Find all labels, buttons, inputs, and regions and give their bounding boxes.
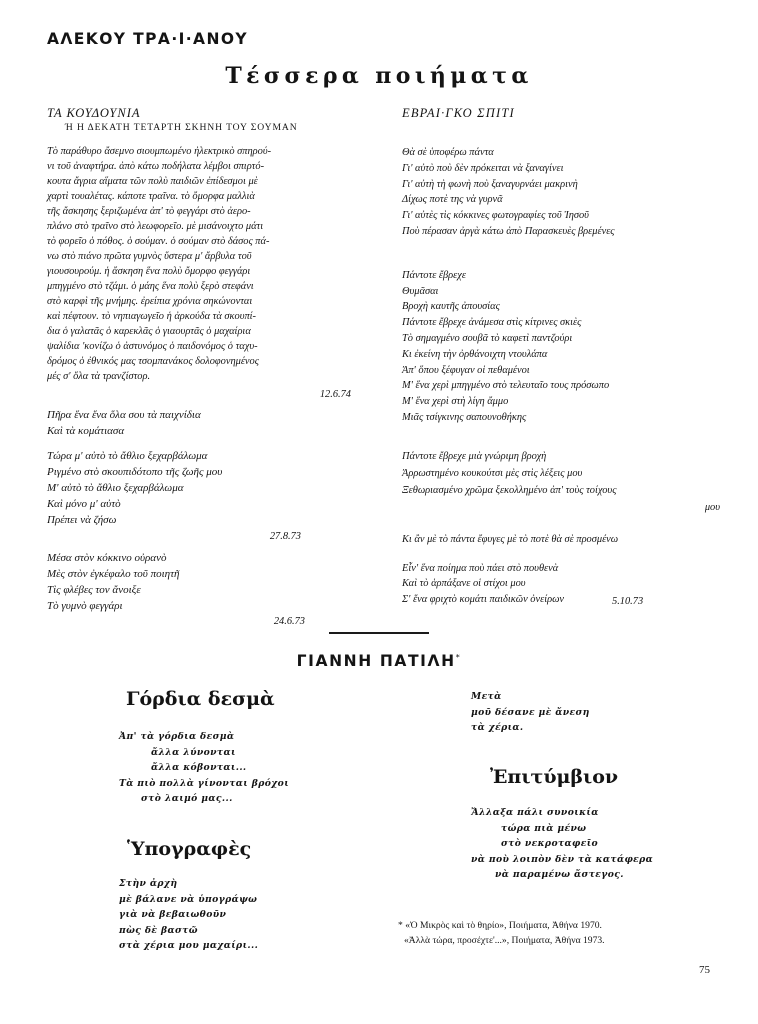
verse-line: Ἀπ' ὅπου ξέφυγαν οἱ πεθαμένοι <box>402 364 530 376</box>
verse-line: στὰ χέρια μου μαχαίρι... <box>119 940 259 951</box>
stanza <box>402 145 732 240</box>
footnote-line: «Ἀλλὰ τώρα, προσέχτε'...», Ποιήματα, Ἀθήνα 1973. <box>404 935 605 946</box>
stanza <box>47 407 387 439</box>
prose-line: δρόμος ὁ ἐθνικός μας τσομπανάκος δολοφονημένος <box>47 356 259 367</box>
verse-line: στὸ νεκροταφεῖο <box>501 838 599 849</box>
prose-line: χαρτὶ τουαλέτας. κάποτε τραῖνα. τὸ ὄμορφα μαλλιὰ <box>47 191 255 202</box>
verse-line: Εἶν' ἕνα ποίημα ποὺ πάει στὸ πουθενὰ <box>402 562 559 574</box>
verse-line: Μ' ἕνα χερὶ μπηγμένο στὸ τελευταῖο τους πρόσωπο <box>402 380 610 392</box>
verse-line: Πάντοτε ἔβρεχε <box>402 269 466 281</box>
verse-line: Βροχὴ καυτῆς ἀπουσίας <box>402 301 500 313</box>
section-divider <box>329 632 429 634</box>
section-title: Τέσσερα ποιήματα <box>225 63 533 89</box>
verse-line: Θὰ σὲ ὑποφέρω πάντα <box>402 147 494 158</box>
stanza <box>402 268 732 426</box>
prose-line: τὸ φορεῖο ὁ πόθος. ὁ σούμαν. ὁ σούμαν στὸ δάσος πά- <box>47 236 270 247</box>
poem-date: 5.10.73 <box>612 596 644 607</box>
prose-line: Τὸ παράθυρο ἄσεμνο σιουμπωμένο ἠλεκτρικὸ σπηρού- <box>47 146 272 157</box>
prose-line: ψαλίδια 'κονίζω ὁ ἀστυνόμος ὁ παιδονόμος ὁ ταχυ- <box>47 341 258 352</box>
verse-line: Πάντοτε ἔβρεχε μιὰ γνώριμη βροχὴ <box>402 450 547 462</box>
prose-line: πλάνο στὸ τραῖνο στὸ λεωφορεῖο. μὲ μισάνοιχτο μάτι <box>47 221 264 232</box>
verse-line: Γι' αὐτὸ ποὺ δὲν πρόκειται νὰ ξαναγίνει <box>402 162 564 174</box>
verse-line: Δίχως ποτὲ της νὰ γυρνᾶ <box>402 194 503 206</box>
verse-line: ἄλλα λύνονται <box>151 746 236 758</box>
verse-line: Μ' ἕνα χερὶ στὴ λίγη ἄμμο <box>402 396 509 408</box>
verse-line: Ριγμένο στὸ σκουπιδότοπο τῆς ζωῆς μου <box>47 466 223 478</box>
stanza <box>402 532 732 547</box>
poem-ypografes <box>119 876 258 954</box>
verse-line: Μετὰ <box>471 691 502 702</box>
prose-line: γιουσουρούμ. ἡ ἄσκηση ἕνα πολὺ ὄμορφο φεγγάρι <box>47 266 251 277</box>
prose-line: μές σ' ὅλα τὰ τρανζίστορ. <box>47 371 151 382</box>
verse-line: Καὶ μόνο μ' αὐτὸ <box>47 498 121 510</box>
poem-date: 12.6.74 <box>319 389 351 400</box>
prose-line: τῆς ἄσκησης ξεριζωμένα ἀπ' τὸ φεγγάρι στὸ ἀερο- <box>47 206 251 217</box>
verse-line: τώρα πιὰ μένω <box>501 822 587 834</box>
author-name-traianou: ΑΛΕΚΟΥ ΤΡΑ·Ι·ΑΝΟΥ <box>47 30 249 48</box>
poem-title-ypografes: Ὑπογραφὲς <box>127 838 252 860</box>
verse-line-continuation: μου <box>704 501 720 513</box>
prose-line: μπηγμένο στὸ τζάμι. ὁ μάης ἕνα πολὺ ξερὸ στεφάνι <box>47 281 254 292</box>
author-name-text: ΓΙΑΝΝΗ ΠΑΤΙΛΗ <box>296 652 456 670</box>
author-name-patili <box>0 652 758 670</box>
prose-line: στὸ καρφὶ τῆς μνήμης. ἐρείπια χρόνια σηκώνονται <box>47 296 253 307</box>
verse-line: Κι ἐκείνη τὴν ὀρθάνοιχτη ντουλάπα <box>402 348 548 360</box>
verse-line: Ξεθωριασμένο χρῶμα ξεκολλημένο ἀπ' τοὺς τοίχους <box>402 484 617 496</box>
poem-evraigko-spiti <box>402 106 732 607</box>
poem-title: ΕΒΡΑΙ·ΓΚΟ ΣΠΙΤΙ <box>402 106 515 120</box>
verse-line: Καὶ τὸ ἁρπάξανε οἱ στίχοι μου <box>402 578 526 590</box>
verse-line: γιὰ νὰ βεβαιωθοῦν <box>119 909 227 920</box>
verse-line: Ποὺ πέρασαν ἀργὰ κάτω ἀπὸ Παρασκευὲς βρεμένες <box>402 225 615 237</box>
verse-line: μοῦ δέσανε μὲ ἄνεση <box>471 706 590 718</box>
verse-line: Τὸ γυμνὸ φεγγάρι <box>47 600 123 612</box>
verse-line: Ἀρρωστημένο κουκούτσι μὲς στὶς λέξεις μου <box>402 467 583 479</box>
prose-line: νι τοῦ ἀναφτήρα. ἀπὸ κάτω ποδήλατα λέμβοι σπιρτό- <box>47 161 265 172</box>
verse-line: Τώρα μ' αὐτὸ τὸ ἄθλιο ξεχαρβάλωμα <box>47 450 208 462</box>
verse-line: Στὴν ἀρχὴ <box>119 878 178 889</box>
poem-epitymvion <box>471 805 653 883</box>
verse-line: Τὶς φλέβες τον ἄνοιξε <box>47 584 141 596</box>
prose-line: καὶ πέφτουν. τὸ νηπιαγωγεῖο ἡ ἀρκούδα τὰ σκουπί- <box>47 311 257 322</box>
prose-line: δια ὁ γαλατᾶς ὁ καρεκλᾶς ὁ γιαουρτᾶς ὁ μαχαίρια <box>47 326 251 337</box>
prose-line: κουτα ἄγρια αἵματα τῶν πολὺ παιδιῶν ἐπίδεσμοι μὲ <box>47 176 258 187</box>
verse-line: Καὶ τὰ κομάτιασα <box>47 425 125 437</box>
verse-line: Γι' αὐτὴ τὴ φωνὴ ποὺ ξαναγυρνάει μακρινὴ <box>402 178 578 190</box>
footnote-marker: * <box>455 652 462 662</box>
footnote <box>398 918 605 948</box>
poem-title-epitymvion: Ἐπιτύμβιον <box>490 766 619 788</box>
verse-line: Πρέπει νὰ ζήσω <box>47 514 117 526</box>
stanza <box>402 448 732 516</box>
verse-line: Ἀπ' τὰ γόρδια δεσμὰ <box>119 731 235 742</box>
poem-date: 24.6.73 <box>273 616 305 627</box>
verse-line: Ἄλλαξα πάλι συνοικία <box>471 807 599 818</box>
verse-line: τὰ χέρια. <box>471 722 524 733</box>
footnote-line: * «Ὁ Μικρὸς καὶ τὸ θηρίο», Ποιήματα, Ἀθήνα 1970. <box>398 920 602 931</box>
verse-line: Κι ἂν μὲ τὸ πάντα ἔφυγες μὲ τὸ ποτὲ θὰ σὲ προσμένω <box>402 533 619 545</box>
poem-title-gordia-desma: Γόρδια δεσμὰ <box>126 688 275 710</box>
verse-line: μὲ βάλανε νὰ ὑπογράψω <box>119 893 258 905</box>
page-number: 75 <box>699 964 710 976</box>
verse-line: Πάντοτε ἔβρεχε ἀνάμεσα στὶς κίτρινες σκιὲς <box>402 317 582 329</box>
verse-line: Μέσα στὸν κόκκινο οὐρανὸ <box>47 552 167 564</box>
verse-line: νὰ ποὺ λοιπὸν δὲν τὰ κατάφερα <box>471 853 654 865</box>
poem-ypografes-continued <box>471 689 590 736</box>
poem-koudounia <box>47 106 387 629</box>
verse-line: νὰ παραμένω ἄστεγος. <box>495 869 624 880</box>
prose-line: νω στὸ πιάνο πρῶτα γυμνὸς ὕστερα μ' ἄρβυλα τοῦ <box>47 251 252 262</box>
verse-line: Τὸ σημαγμένο σουβᾶ τὸ καφετὶ παντζούρι <box>402 332 573 344</box>
verse-line: ἄλλα κόβονται... <box>151 762 247 773</box>
verse-line: στὸ λαιμό μας... <box>141 793 233 804</box>
verse-line: Τὰ πιὸ πολλὰ γίνονται βρόχοι <box>119 777 290 789</box>
verse-line: Θυμᾶσαι <box>402 285 439 297</box>
verse-line: Γι' αὐτὲς τὶς κόκκινες φωτογραφίες τοῦ Ἰησοῦ <box>402 210 589 222</box>
verse-line: Μ' αὐτὸ τὸ ἄθλιο ξεχαρβάλωμα <box>47 482 184 494</box>
verse-line: Πῆρα ἕνα ἕνα ὅλα σου τὰ παιχνίδια <box>47 409 201 421</box>
stanza <box>47 448 387 528</box>
verse-line: Μὲς στὸν ἐγκέφαλο τοῦ ποιητῆ <box>47 568 180 580</box>
poem-subtitle: Ή Η ΔΕΚΑΤΗ ΤΕΤΑΡΤΗ ΣΚΗΝΗ ΤΟΥ ΣΟΥΜΑΝ <box>65 122 298 133</box>
poem-gordia-desma <box>119 729 289 807</box>
poem-date: 27.8.73 <box>269 531 301 542</box>
verse-line: πὼς δὲ βαστῶ <box>119 924 198 936</box>
verse-line: Μιᾶς τσίγκινης σαπουνοθήκης <box>402 411 527 423</box>
stanza <box>47 550 387 614</box>
poem-title: ΤΑ ΚΟΥΔΟΥΝΙΑ <box>47 106 141 120</box>
prose-block <box>47 144 381 384</box>
stanza <box>402 561 732 608</box>
verse-line: Σ' ἕνα φριχτὸ κομάτι παιδικῶν ὀνείρων <box>402 593 565 605</box>
